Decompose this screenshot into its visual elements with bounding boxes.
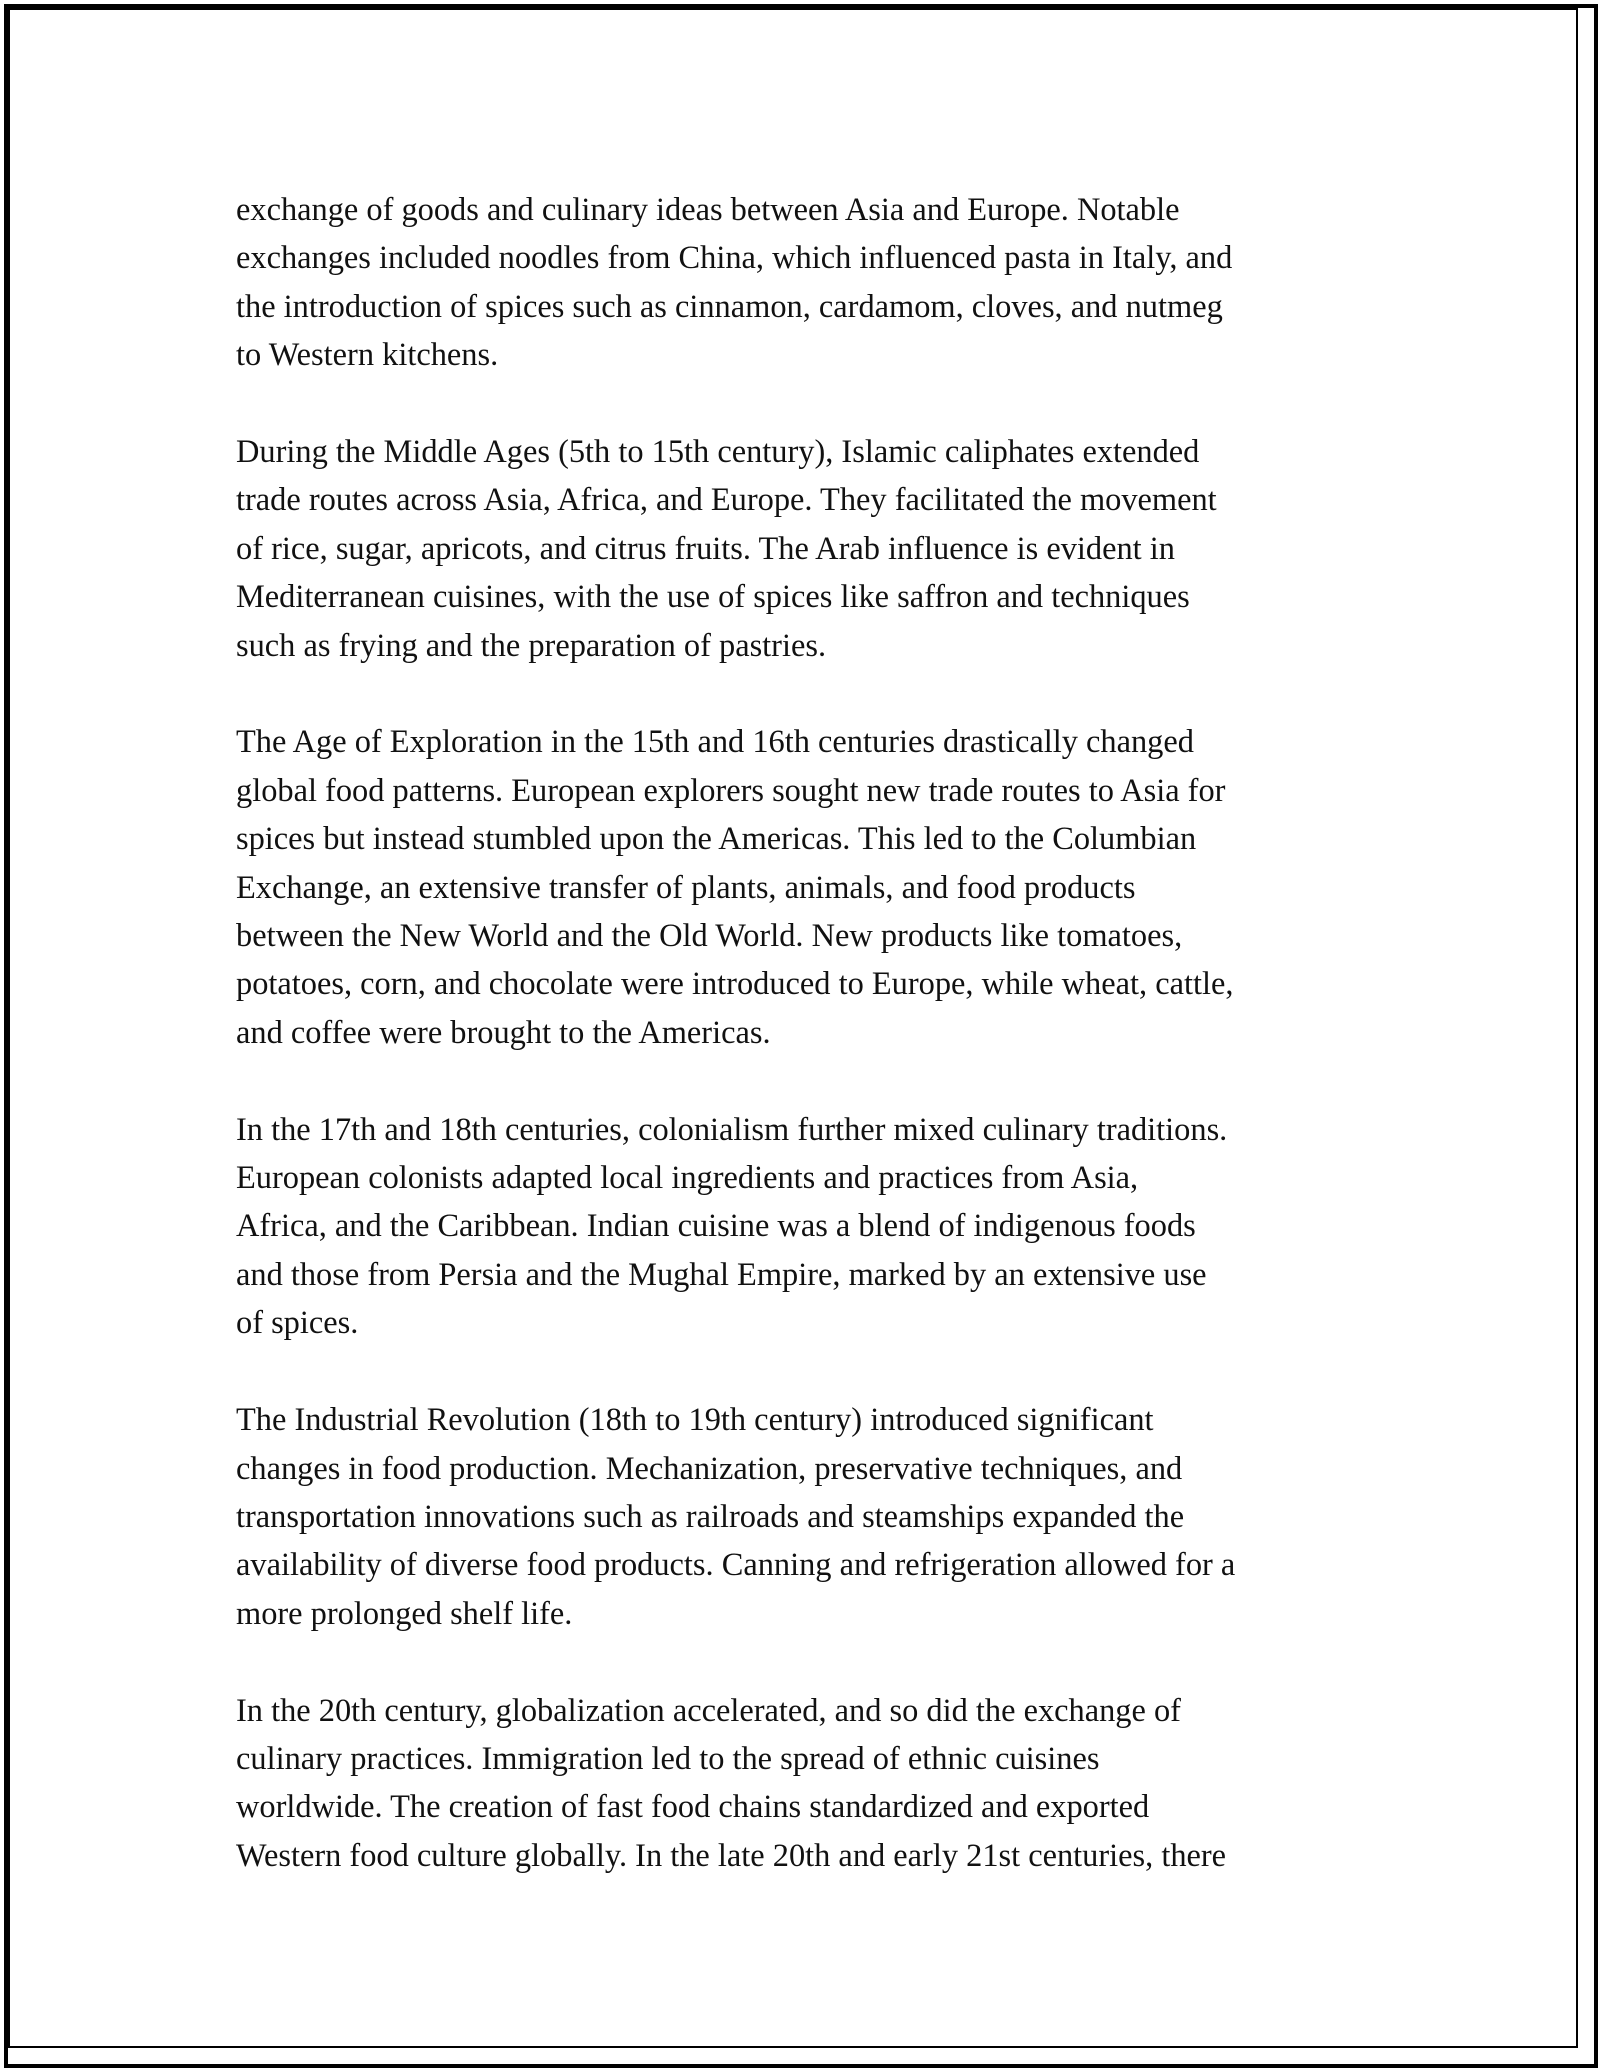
paragraph-middle-ages	[236, 428, 1376, 670]
paragraph-silk-road	[236, 186, 1376, 380]
text-line: the introduction of spices such as cinnamon, cardamom, cloves, and nutmeg	[236, 288, 1223, 325]
text-line: global food patterns. European explorers sought new trade routes to Asia for	[236, 772, 1226, 809]
text-line: The Age of Exploration in the 15th and 16th centuries drastically changed	[236, 724, 1194, 761]
text-line: potatoes, corn, and chocolate were introduced to Europe, while wheat, cattle,	[236, 966, 1234, 1003]
text-line: of rice, sugar, apricots, and citrus fruits. The Arab influence is evident in	[236, 530, 1175, 567]
text-line: During the Middle Ages (5th to 15th century), Islamic caliphates extended	[236, 434, 1200, 471]
text-line: The Industrial Revolution (18th to 19th century) introduced significant	[236, 1402, 1154, 1439]
document-body	[236, 186, 1376, 1929]
text-line: exchange of goods and culinary ideas between Asia and Europe. Notable	[236, 192, 1180, 228]
text-line: of spices.	[236, 1305, 359, 1342]
text-line: Africa, and the Caribbean. Indian cuisine was a blend of indigenous foods	[236, 1208, 1196, 1245]
text-line: Exchange, an extensive transfer of plants, animals, and food products	[236, 869, 1136, 906]
text-line: and coffee were brought to the Americas.	[236, 1014, 771, 1051]
text-line: trade routes across Asia, Africa, and Europe. They facilitated the movement	[236, 482, 1217, 519]
text-line: exchanges included noodles from China, which influenced pasta in Italy, and	[236, 240, 1233, 277]
text-line: and those from Persia and the Mughal Empire, marked by an extensive use	[236, 1256, 1207, 1293]
text-line: European colonists adapted local ingredients and practices from Asia,	[236, 1160, 1139, 1197]
text-line: availability of diverse food products. Canning and refrigeration allowed for a	[236, 1547, 1236, 1584]
text-line: transportation innovations such as railroads and steamships expanded the	[236, 1498, 1185, 1535]
text-line: such as frying and the preparation of pastries.	[236, 627, 827, 664]
text-line: Western food culture globally. In the late 20th and early 21st centuries, there	[236, 1837, 1227, 1874]
text-line: more prolonged shelf life.	[236, 1595, 573, 1632]
text-line: changes in food production. Mechanization, preservative techniques, and	[236, 1450, 1183, 1487]
paragraph-age-of-exploration	[236, 718, 1376, 1057]
text-line: In the 20th century, globalization accelerated, and so did the exchange of	[236, 1692, 1181, 1729]
paragraph-colonialism	[236, 1106, 1376, 1348]
text-line: Mediterranean cuisines, with the use of spices like saffron and techniques	[236, 579, 1190, 616]
text-line: worldwide. The creation of fast food chains standardized and exported	[236, 1789, 1150, 1826]
text-line: between the New World and the Old World. New products like tomatoes,	[236, 918, 1183, 955]
text-line: culinary practices. Immigration led to the spread of ethnic cuisines	[236, 1740, 1100, 1777]
paragraph-20th-century	[236, 1687, 1376, 1881]
text-line: spices but instead stumbled upon the Americas. This led to the Columbian	[236, 821, 1197, 858]
text-line: to Western kitchens.	[236, 337, 499, 374]
paragraph-industrial-revolution	[236, 1396, 1376, 1638]
text-line: In the 17th and 18th centuries, colonialism further mixed culinary traditions.	[236, 1111, 1228, 1148]
